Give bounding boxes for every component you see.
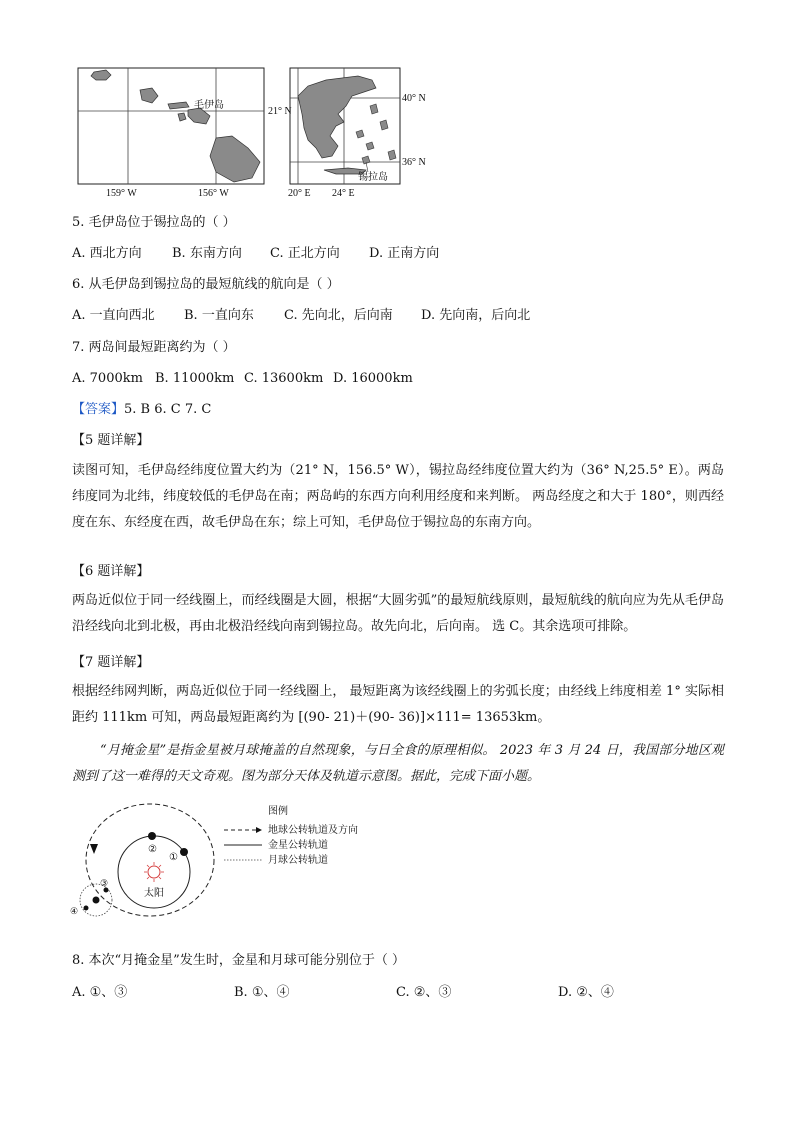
earth-orbit-direction-arrow	[90, 844, 98, 854]
q5-option-d: D. 正南方向	[369, 246, 440, 261]
question-8: 8. 本次“月掩金星”发生时，金星和月球可能分别位于（ ）	[72, 953, 405, 968]
lon-159w-label: 159° W	[106, 188, 137, 199]
intro-paragraph: “月掩金星”是指金星被月球掩盖的自然现象，与日全食的原理相似。 2023 年 3 月 24 日，我国部分地区观测到了这一难得的天文奇观。图为部分天体及轨道示意图。据此，完成下面小题。	[72, 743, 724, 784]
thira-label: 锡拉岛	[358, 172, 388, 183]
moon-position-3	[104, 888, 109, 893]
lon-156w-label: 156° W	[198, 188, 229, 199]
sun-icon	[144, 862, 164, 882]
detail-6-title: 【6 题详解】	[72, 564, 150, 579]
q8-option-a: A. ①、③	[72, 985, 128, 1000]
orbit-diagram	[64, 800, 364, 924]
legend-title: 图例	[268, 806, 288, 817]
earth-dot	[93, 897, 100, 904]
venus-position-2	[148, 832, 156, 840]
moon-position-4	[84, 906, 89, 911]
detail-7-title: 【7 题详解】	[72, 655, 150, 670]
detail-5-title: 【5 题详解】	[72, 433, 150, 448]
legend-earth-orbit-label: 地球公转轨道及方向	[268, 825, 358, 836]
sun-label: 太阳	[144, 888, 164, 899]
answer-line	[72, 401, 211, 419]
aegean-island-2	[380, 120, 388, 130]
q8-option-c: C. ②、③	[396, 985, 452, 1000]
question-5: 5. 毛伊岛位于锡拉岛的（ ）	[72, 215, 236, 230]
lon-24e-label: 24° E	[332, 188, 355, 199]
kauai-island-shape	[91, 70, 111, 80]
legend-earth-orbit	[224, 827, 262, 833]
marker-3-label: ③	[100, 878, 109, 888]
maui-label: 毛伊岛	[194, 100, 224, 111]
oahu-island-shape	[140, 88, 158, 103]
molokai-island-shape	[168, 102, 189, 109]
q5-option-c: C. 正北方向	[270, 246, 340, 261]
lon-20e-label: 20° E	[288, 188, 311, 199]
greece-map-panel	[290, 68, 400, 184]
marker-2-label: ②	[148, 844, 157, 855]
lat-21n-label: 21° N	[268, 106, 292, 117]
answer-tag: 【答案】	[72, 402, 125, 417]
greece-mainland-shape	[298, 76, 376, 158]
lat-40n-label: 40° N	[402, 93, 426, 104]
aegean-island-3	[356, 130, 364, 138]
q7-option-c: C. 13600km	[244, 371, 324, 386]
aegean-island-4	[366, 142, 374, 150]
q7-option-a: A. 7000km	[72, 371, 143, 386]
earth-orbit	[86, 804, 214, 916]
detail-5-body: 读图可知，毛伊岛经纬度位置大约为（21° N，156.5° W），锡拉岛经纬度位置大约为（36° N,25.5° E）。两岛纬度同为北纬，纬度较低的毛伊岛在南；两岛屿的东西方向利用经度和来判断。 两岛经度之和大于 180°，则西经度在东、东经度在西，故毛伊岛在东；综上可知，毛伊岛位于锡拉岛的东南方向。	[72, 463, 724, 530]
q5-option-b: B. 东南方向	[172, 246, 242, 261]
legend-venus-orbit-label: 金星公转轨道	[268, 840, 328, 851]
legend-moon-orbit-label: 月球公转轨道	[268, 855, 328, 866]
latlong-map-figure	[76, 66, 426, 202]
q7-option-b: B. 11000km	[155, 371, 235, 386]
marker-1-label: ①	[169, 852, 178, 863]
q6-option-a: A. 一直向西北	[72, 308, 155, 323]
lanai-island-shape	[178, 113, 186, 121]
lat-36n-label: 36° N	[402, 157, 426, 168]
detail-7-body: 根据经纬网判断，两岛近似位于同一经线圈上， 最短距离为该经线圈上的劣弧长度；由经线上纬度相差 1° 实际相距约 111km 可知，两岛最短距离约为 [(90- 21)＋(90- 36)]×111= 13653km。	[72, 684, 724, 725]
q5-option-a: A. 西北方向	[72, 246, 142, 261]
rhodes-island-shape	[388, 150, 396, 160]
answer-text: 5. B 6. C 7. C	[124, 402, 212, 417]
q8-option-d: D. ②、④	[558, 985, 614, 1000]
hawaii-map-panel	[78, 68, 264, 184]
q6-option-c: C. 先向北，后向南	[284, 308, 393, 323]
marker-4-label: ④	[70, 906, 79, 916]
question-6: 6. 从毛伊岛到锡拉岛的最短航线的航向是（ ）	[72, 277, 340, 292]
detail-6-body: 两岛近似位于同一经线圈上，而经线圈是大圆，根据“大圆劣弧”的最短航线原则，最短航线的航向应为先从毛伊岛沿经线向北到北极，再由北极沿经线向南到锡拉岛。故先向北，后向南。 选 C。其余选项可排除。	[72, 593, 724, 634]
aegean-island-1	[370, 104, 378, 114]
q7-option-d: D. 16000km	[333, 371, 413, 386]
question-7: 7. 两岛间最短距离约为（ ）	[72, 340, 236, 355]
q6-option-d: D. 先向南，后向北	[421, 308, 531, 323]
hawaii-big-island-shape	[210, 136, 260, 182]
q6-option-b: B. 一直向东	[184, 308, 254, 323]
venus-position-1	[180, 848, 188, 856]
q8-option-b: B. ①、④	[234, 985, 290, 1000]
